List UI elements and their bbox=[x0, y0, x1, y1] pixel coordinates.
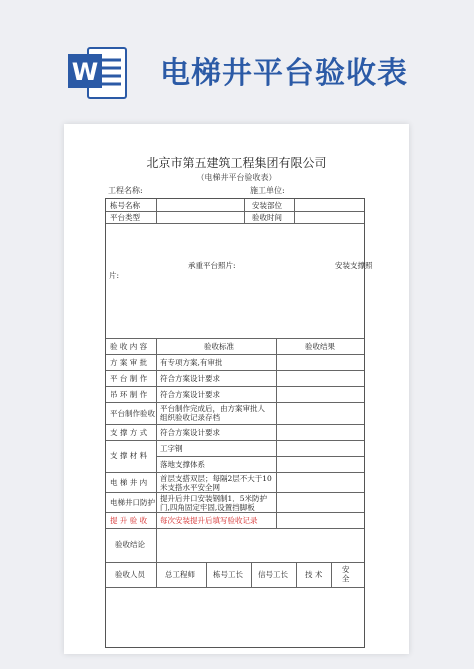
svg-text:W: W bbox=[71, 58, 99, 86]
row-standard: 首层支搭双层；每隔2层不大于10米支搭水平安全网 bbox=[160, 474, 272, 492]
conclusion-label: 验收结论 bbox=[115, 540, 145, 549]
project-name-label: 工程名称: bbox=[108, 186, 143, 195]
signature-label: 信号工长 bbox=[258, 570, 288, 579]
company-name: 北京市第五建筑工程集团有限公司 bbox=[146, 156, 327, 170]
row-item: 平台制作验收 bbox=[110, 409, 155, 418]
signature-label: 验收人员 bbox=[115, 570, 145, 579]
row-item: 支 撑 材 料 bbox=[110, 451, 148, 460]
row-standard: 落地支撑体系 bbox=[160, 460, 205, 469]
word-doc-icon bbox=[66, 42, 130, 102]
banner bbox=[0, 0, 474, 100]
row-standard: 符合方案设计要求 bbox=[160, 390, 220, 399]
row-item: 电 梯 井 内 bbox=[110, 478, 148, 487]
row-item: 支 撑 方 式 bbox=[110, 428, 148, 437]
signature-label: 总工程师 bbox=[165, 570, 195, 579]
row-standard: 符合方案设计要求 bbox=[160, 428, 220, 437]
install-location-label: 安装部位 bbox=[252, 201, 282, 210]
inspection-time-label: 验收时间 bbox=[252, 213, 282, 222]
photo-support-label: 安装支撑照 bbox=[335, 261, 373, 270]
signature-label: 技 术 bbox=[305, 570, 323, 579]
platform-type-label: 平台类型 bbox=[110, 213, 140, 222]
row-item: 平 台 制 作 bbox=[110, 374, 148, 383]
row-item: 方 案 审 批 bbox=[110, 358, 148, 367]
acceptance-form-table bbox=[105, 198, 373, 648]
photo-support-label-cont: 片: bbox=[109, 271, 120, 280]
header-standard: 验收标准 bbox=[204, 342, 234, 351]
row-standard-highlight: 每次安装提升后填写验收记录 bbox=[160, 516, 258, 525]
header-content: 验 收 内 容 bbox=[110, 342, 148, 351]
row-item: 吊 环 制 作 bbox=[110, 390, 148, 399]
photo-load-label: 承重平台照片: bbox=[188, 261, 236, 270]
row-item: 电梯井口防护 bbox=[110, 498, 155, 507]
row-standard: 有专项方案,有审批 bbox=[160, 358, 223, 367]
builder-label: 施工单位: bbox=[250, 186, 285, 195]
building-label: 栋号名称 bbox=[110, 201, 140, 210]
page-title: 电梯井平台验收表 bbox=[160, 56, 408, 91]
document-page bbox=[64, 124, 409, 654]
row-standard: 提升后井口安装钢制1．5米防护门,四角固定牢固,设置挡脚板 bbox=[160, 494, 268, 512]
row-standard: 符合方案设计要求 bbox=[160, 374, 220, 383]
row-item-highlight: 提 升 验 收 bbox=[110, 516, 148, 525]
signature-label: 安全 bbox=[342, 565, 350, 583]
header-result: 验收结果 bbox=[305, 342, 335, 351]
document-subtitle: （电梯井平台验收表） bbox=[196, 173, 277, 182]
signature-label: 栋号工长 bbox=[213, 570, 243, 579]
row-standard: 工字钢 bbox=[160, 444, 183, 453]
row-standard: 平台制作完成后，由方案审批人组织验收记录存档 bbox=[160, 404, 265, 422]
